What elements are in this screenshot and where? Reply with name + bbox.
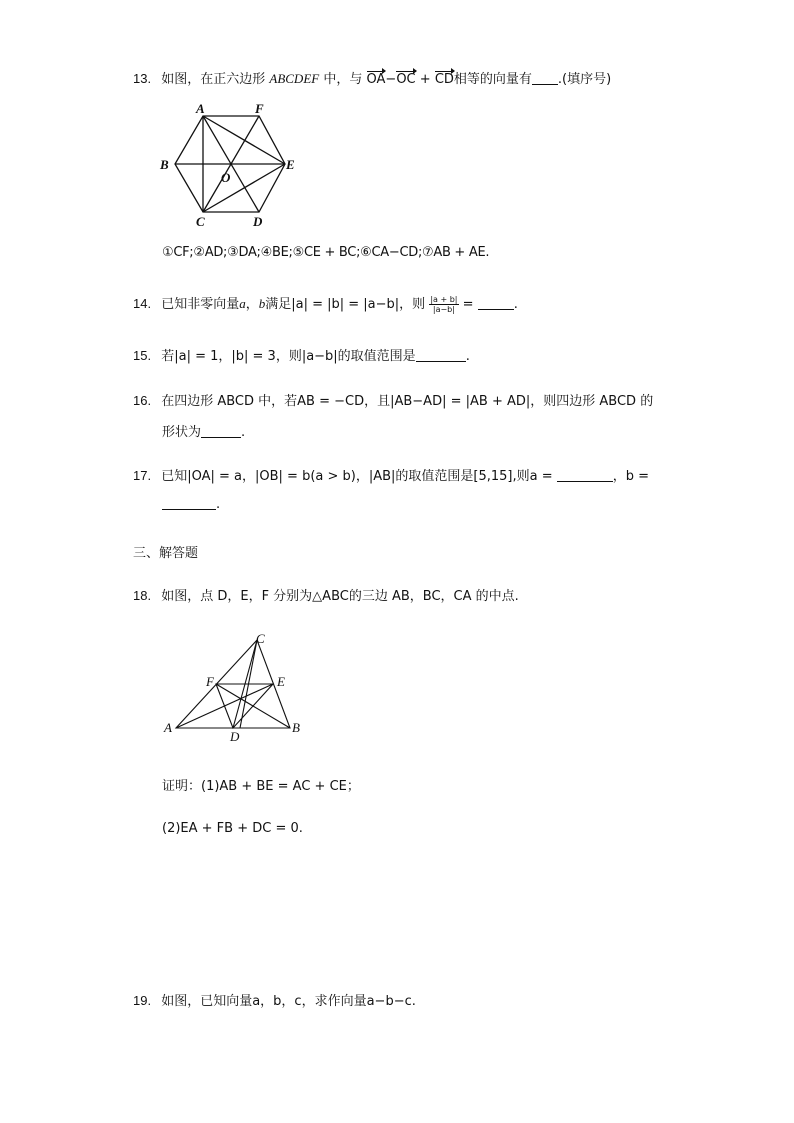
q19-text: 如图，已知向量a，b，c，求作向量a−b−c. <box>161 994 416 1009</box>
q17-blank-a[interactable] <box>557 469 613 482</box>
hex-label-o: O <box>221 170 231 185</box>
q16-line1 <box>133 390 653 409</box>
q17-number: 17. <box>133 468 152 483</box>
q14-frac-bot: |a−b| <box>432 305 455 314</box>
q13-vec-cd: CD <box>434 72 454 87</box>
q15-answer-blank[interactable] <box>416 349 466 362</box>
q15-text: 若|a| = 1，|b| = 3，则|a−b|的取值范围是 <box>161 349 416 364</box>
tri-label-a: A <box>164 720 172 735</box>
q14-answer-blank[interactable] <box>478 297 514 310</box>
q14-fraction <box>429 295 458 314</box>
q13-shape: ABCDEF <box>269 71 320 86</box>
q14-text-b: 满足|a| = |b| = |a−b|，则 <box>265 297 426 312</box>
q19-line <box>133 990 416 1009</box>
q13-op2: + <box>419 72 431 87</box>
q13-options: ①CF;②AD;③DA;④BE;⑤CE + BC;⑥CA−CD;⑦AB + AE. <box>162 245 490 260</box>
q13-text-c: 相等的向量有 <box>453 72 532 87</box>
median-b-f <box>216 684 290 728</box>
q13-number: 13. <box>133 71 152 86</box>
tri-label-f: F <box>206 674 214 689</box>
q14-text-a: 已知非零向量 <box>161 297 240 312</box>
q13-vec-oa: OA <box>366 72 386 87</box>
hex-label-b: B <box>160 157 169 172</box>
hex-label-e: E <box>286 157 295 172</box>
hex-label-d: D <box>253 214 263 229</box>
tri-label-d: D <box>230 729 240 744</box>
q14-vec-b: b <box>258 296 266 311</box>
hex-label-a: A <box>196 101 205 116</box>
q13-text-d: .(填序号) <box>557 72 612 87</box>
q17-line1 <box>133 465 649 484</box>
q15-number: 15. <box>133 348 152 363</box>
q14-number: 14. <box>133 296 152 311</box>
q16-text-1: 在四边形 ABCD 中，若AB = −CD，且|AB−AD| = |AB + AD|，则四边形 ABCD 的 <box>161 394 654 409</box>
q16-text-2: 形状为 <box>162 425 202 440</box>
q15-line <box>133 345 470 364</box>
q18-prove-2: (2)EA + FB + DC = 0. <box>162 821 303 836</box>
q15-end: . <box>465 349 470 364</box>
q13-line <box>133 68 611 87</box>
q13-vec-oc: OC <box>396 72 416 87</box>
q13-text-b: 中，与 <box>323 72 363 87</box>
section-title: 三、解答题 <box>133 546 199 561</box>
q13-op1: − <box>385 72 397 87</box>
q14-end: . <box>513 297 518 312</box>
hex-label-c: C <box>196 214 205 229</box>
q14-line <box>133 293 518 314</box>
q18-prove-1: 证明：(1)AB + BE = AC + CE； <box>162 779 360 794</box>
q17-line2 <box>162 497 220 512</box>
q17-blank-b[interactable] <box>162 497 216 510</box>
q18-text: 如图，点 D，E，F 分别为△ABC的三边 AB，BC，CA 的中点. <box>161 589 519 604</box>
tri-label-c: C <box>256 631 265 646</box>
q16-end: . <box>241 425 246 440</box>
q16-answer-blank[interactable] <box>201 425 241 438</box>
q16-line2 <box>162 421 245 440</box>
q17-text-1: 已知|OA| = a，|OB| = b(a > b)，|AB|的取值范围是[5,15],则a = <box>161 469 553 484</box>
q13-text-a: 如图，在正六边形 <box>161 72 266 87</box>
tri-label-b: B <box>292 720 300 735</box>
q14-comma: ， <box>245 297 259 312</box>
q19-number: 19. <box>133 993 152 1008</box>
q16-number: 16. <box>133 393 152 408</box>
tri-label-e: E <box>277 674 285 689</box>
q18-number: 18. <box>133 588 152 603</box>
median-a-e <box>176 684 273 728</box>
q13-answer-blank[interactable] <box>532 72 558 85</box>
triangle-figure <box>160 628 310 746</box>
q18-line <box>133 585 519 604</box>
q14-text-c: = <box>462 297 474 312</box>
q17-mid: ，b = <box>612 469 650 484</box>
q14-vec-a: a <box>239 296 246 311</box>
hex-label-f: F <box>255 101 264 116</box>
q17-end: . <box>216 497 221 512</box>
hexagon-figure <box>155 98 305 230</box>
q14-frac-top: |a + b| <box>430 295 458 304</box>
